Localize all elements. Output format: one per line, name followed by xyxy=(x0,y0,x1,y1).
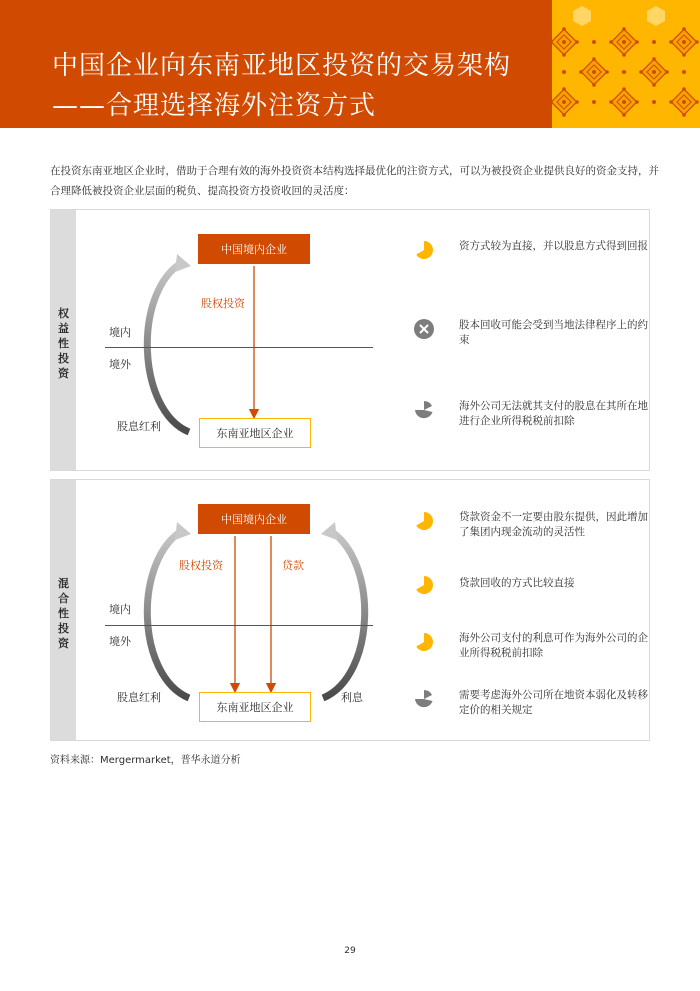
domestic-label: 境内 xyxy=(109,326,131,339)
dividend-arrowhead xyxy=(175,522,191,540)
page-title xyxy=(52,46,511,126)
cross-icon xyxy=(413,318,435,340)
domestic-company-box: 中国境内企业 xyxy=(198,504,310,534)
note-3: 海外公司无法就其支付的股息在其所在地进行企业所得税税前扣除 xyxy=(459,400,648,427)
equity-investment-label: 股权投资 xyxy=(179,559,223,572)
border-line xyxy=(105,625,373,626)
side-char: 益 xyxy=(58,322,69,335)
source-note: 资料来源：Mergermarket，普华永道分析 xyxy=(50,755,241,766)
note-1: 资方式较为直接，并以股息方式得到回报 xyxy=(459,240,648,252)
equity-investment-label: 股权投资 xyxy=(201,297,245,310)
sea-company-box: 东南亚地区企业 xyxy=(199,418,311,448)
partial-pie-icon xyxy=(413,688,435,710)
hybrid-investment-panel xyxy=(50,479,650,741)
note-2: 股本回收可能会受到当地法律程序上的约束 xyxy=(459,319,648,346)
decorative-pattern xyxy=(552,0,700,128)
side-char: 性 xyxy=(58,607,69,620)
side-char: 资 xyxy=(58,367,69,380)
check-pie-icon xyxy=(413,510,435,532)
overseas-label: 境外 xyxy=(109,635,131,648)
title-line-2: ——合理选择海外注资方式 xyxy=(52,91,377,121)
side-char: 性 xyxy=(58,337,69,350)
dividend-label: 股息红利 xyxy=(117,420,161,433)
side-char: 合 xyxy=(58,592,69,605)
check-pie-icon xyxy=(413,239,435,261)
check-pie-icon xyxy=(413,574,435,596)
page-number: 29 xyxy=(344,946,356,956)
dividend-arrowhead xyxy=(175,254,191,272)
dividend-return-arrow xyxy=(147,530,189,698)
domestic-company-box: 中国境内企业 xyxy=(198,234,310,264)
interest-return-arrow xyxy=(323,530,365,698)
note-4: 需要考虑海外公司所在地资本弱化及转移定价的相关规定 xyxy=(459,689,648,716)
title-banner xyxy=(0,0,552,128)
interest-arrowhead xyxy=(321,522,337,540)
side-char: 投 xyxy=(58,352,69,365)
loan-label: 贷款 xyxy=(282,559,304,572)
dividend-label: 股息红利 xyxy=(117,691,161,704)
interest-label: 利息 xyxy=(341,691,363,704)
border-line xyxy=(105,347,373,348)
equity-investment-panel xyxy=(50,209,650,471)
side-char: 权 xyxy=(58,307,69,320)
overseas-label: 境外 xyxy=(109,358,131,371)
note-3: 海外公司支付的利息可作为海外公司的企业所得税税前扣除 xyxy=(459,632,648,659)
side-char: 投 xyxy=(58,622,69,635)
title-line-1: 中国企业向东南亚地区投资的交易架构 xyxy=(52,51,512,81)
side-char: 资 xyxy=(58,637,69,650)
intro-paragraph: 在投资东南亚地区企业时，借助于合理有效的海外投资资本结构选择最优化的注资方式，可以为被投资企业提供良好的资金支持，并合理降低被投资企业层面的税负、提高投资方投资收回的灵活度： xyxy=(50,165,659,197)
check-pie-icon xyxy=(413,631,435,653)
domestic-label: 境内 xyxy=(109,603,131,616)
note-2: 贷款回收的方式比较直接 xyxy=(459,577,575,589)
note-1: 贷款资金不一定要由股东提供，因此增加了集团内现金流动的灵活性 xyxy=(459,511,648,538)
ornament-pattern-graphic xyxy=(552,0,700,128)
partial-pie-icon xyxy=(413,399,435,421)
sea-company-box: 东南亚地区企业 xyxy=(199,692,311,722)
side-char: 混 xyxy=(58,577,69,590)
